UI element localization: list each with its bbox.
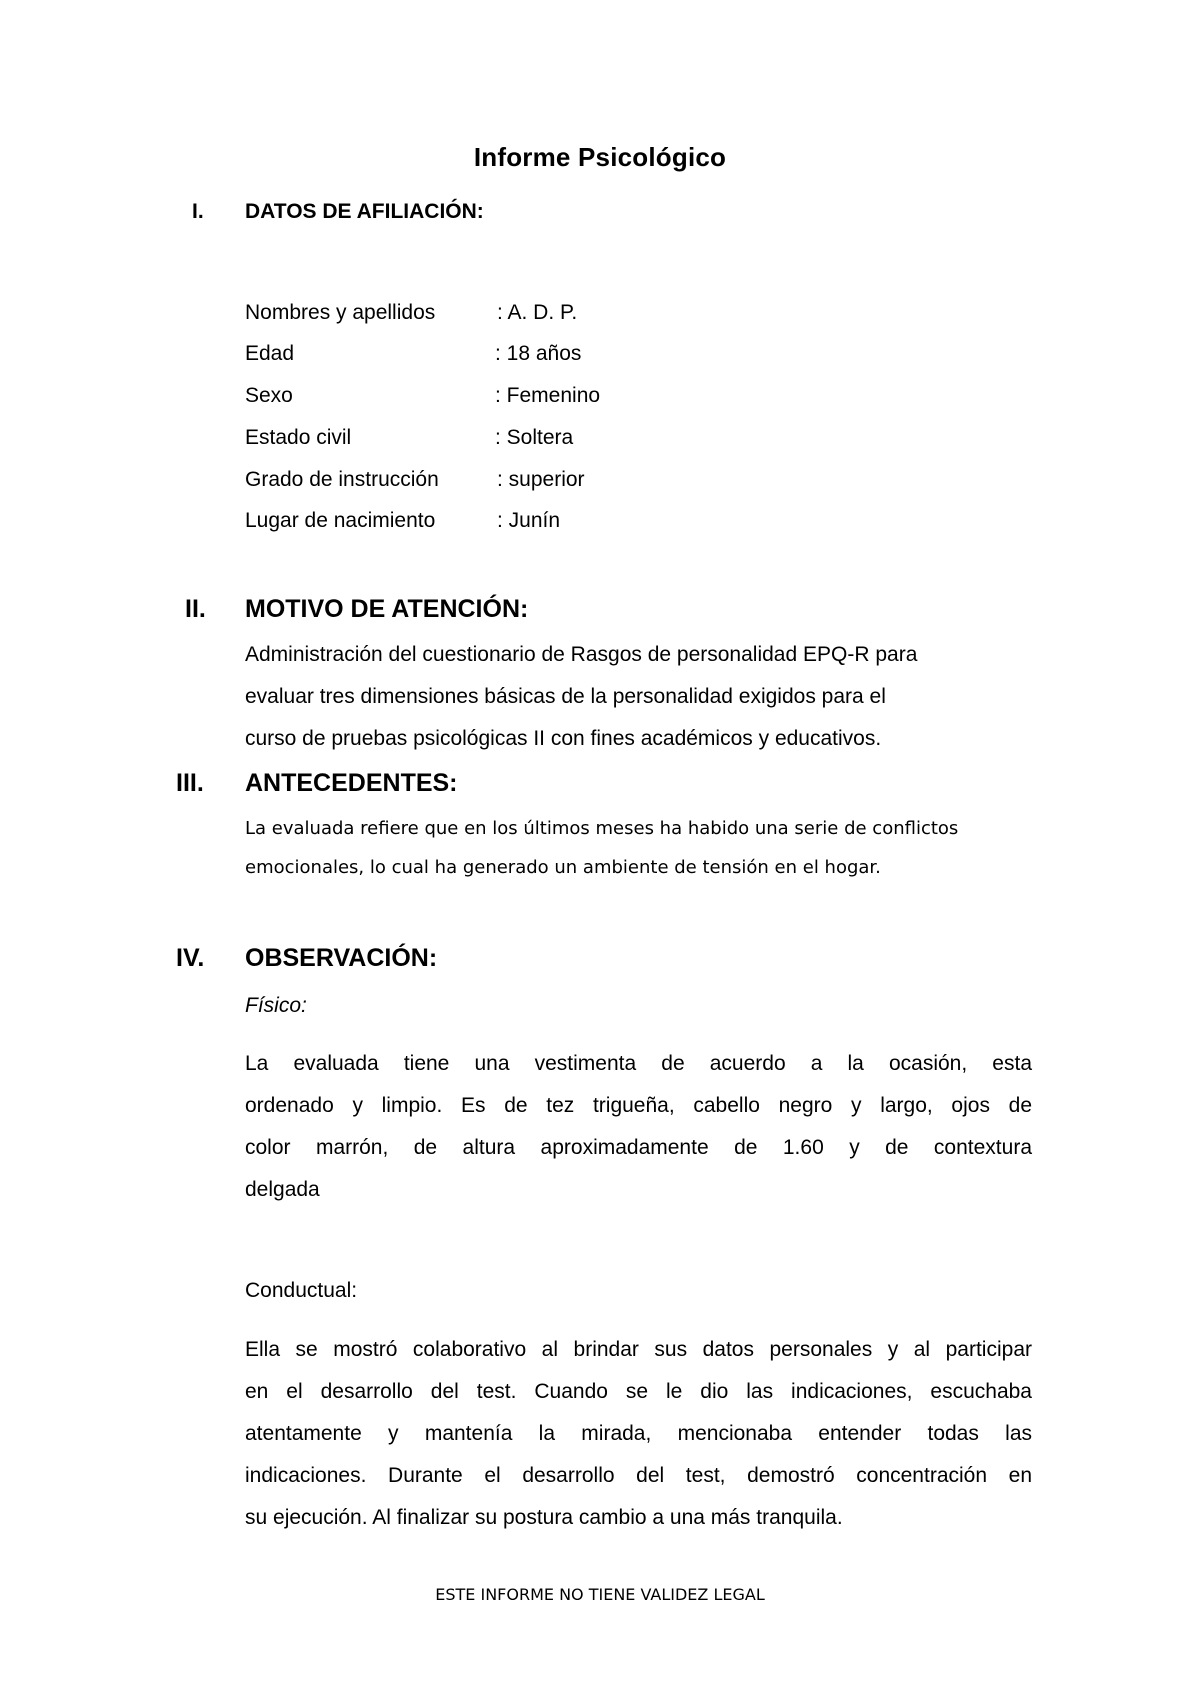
section-2-title: MOTIVO DE ATENCIÓN: <box>245 595 529 623</box>
document-title: Informe Psicológico <box>473 142 727 172</box>
section-4-number: IV. <box>176 944 205 972</box>
data-label: Sexo <box>245 384 293 407</box>
footer-disclaimer: ESTE INFORME NO TIENE VALIDEZ LEGAL <box>435 1585 765 1604</box>
data-label: Estado civil <box>245 426 352 449</box>
paragraph-line: evaluar tres dimensiones básicas de la personalidad exigidos para el <box>245 685 886 708</box>
data-label: Grado de instrucción <box>245 468 439 491</box>
paragraph-line: en el desarrollo del test. Cuando se le dio las indicaciones, escuchaba <box>245 1380 1032 1403</box>
data-label: Lugar de nacimiento <box>245 509 436 532</box>
paragraph-line: La evaluada tiene una vestimenta de acuerdo a la ocasión, esta <box>245 1052 1032 1075</box>
fisico-label: Físico: <box>245 994 307 1017</box>
data-value: : 18 años <box>495 342 582 365</box>
section-4-title: OBSERVACIÓN: <box>245 944 438 972</box>
paragraph-line: atentamente y mantenía la mirada, mencionaba entender todas las <box>245 1422 1032 1445</box>
paragraph-line: delgada <box>245 1178 320 1201</box>
paragraph-line: Administración del cuestionario de Rasgos de personalidad EPQ-R para <box>245 643 918 666</box>
data-label: Edad <box>245 342 295 365</box>
section-3-number: III. <box>176 769 204 797</box>
data-value: : Soltera <box>495 426 574 449</box>
data-value: : Junín <box>497 509 561 532</box>
paragraph-line: color marrón, de altura aproximadamente de 1.60 y de contextura <box>245 1136 1032 1159</box>
section-1-number: I. <box>192 200 204 223</box>
paragraph-line: ordenado y limpio. Es de tez trigueña, cabello negro y largo, ojos de <box>245 1094 1032 1117</box>
paragraph-line: La evaluada refiere que en los últimos meses ha habido una serie de conflictos <box>245 818 959 839</box>
paragraph-line: indicaciones. Durante el desarrollo del test, demostró concentración en <box>245 1464 1032 1487</box>
paragraph-line: emocionales, lo cual ha generado un ambiente de tensión en el hogar. <box>245 857 881 878</box>
data-value: : Femenino <box>495 384 601 407</box>
data-value: : superior <box>497 468 585 491</box>
conductual-label: Conductual: <box>245 1279 358 1302</box>
section-1-title: DATOS DE AFILIACIÓN: <box>245 200 484 223</box>
data-label: Nombres y apellidos <box>245 301 436 324</box>
paragraph-line: su ejecución. Al finalizar su postura cambio a una más tranquila. <box>245 1506 843 1529</box>
section-3-title: ANTECEDENTES: <box>245 769 458 797</box>
section-2-number: II. <box>185 595 206 623</box>
paragraph-line: curso de pruebas psicológicas II con fines académicos y educativos. <box>245 727 882 750</box>
data-value: : A. D. P. <box>497 301 578 324</box>
paragraph-line: Ella se mostró colaborativo al brindar sus datos personales y al participar <box>245 1338 1032 1361</box>
